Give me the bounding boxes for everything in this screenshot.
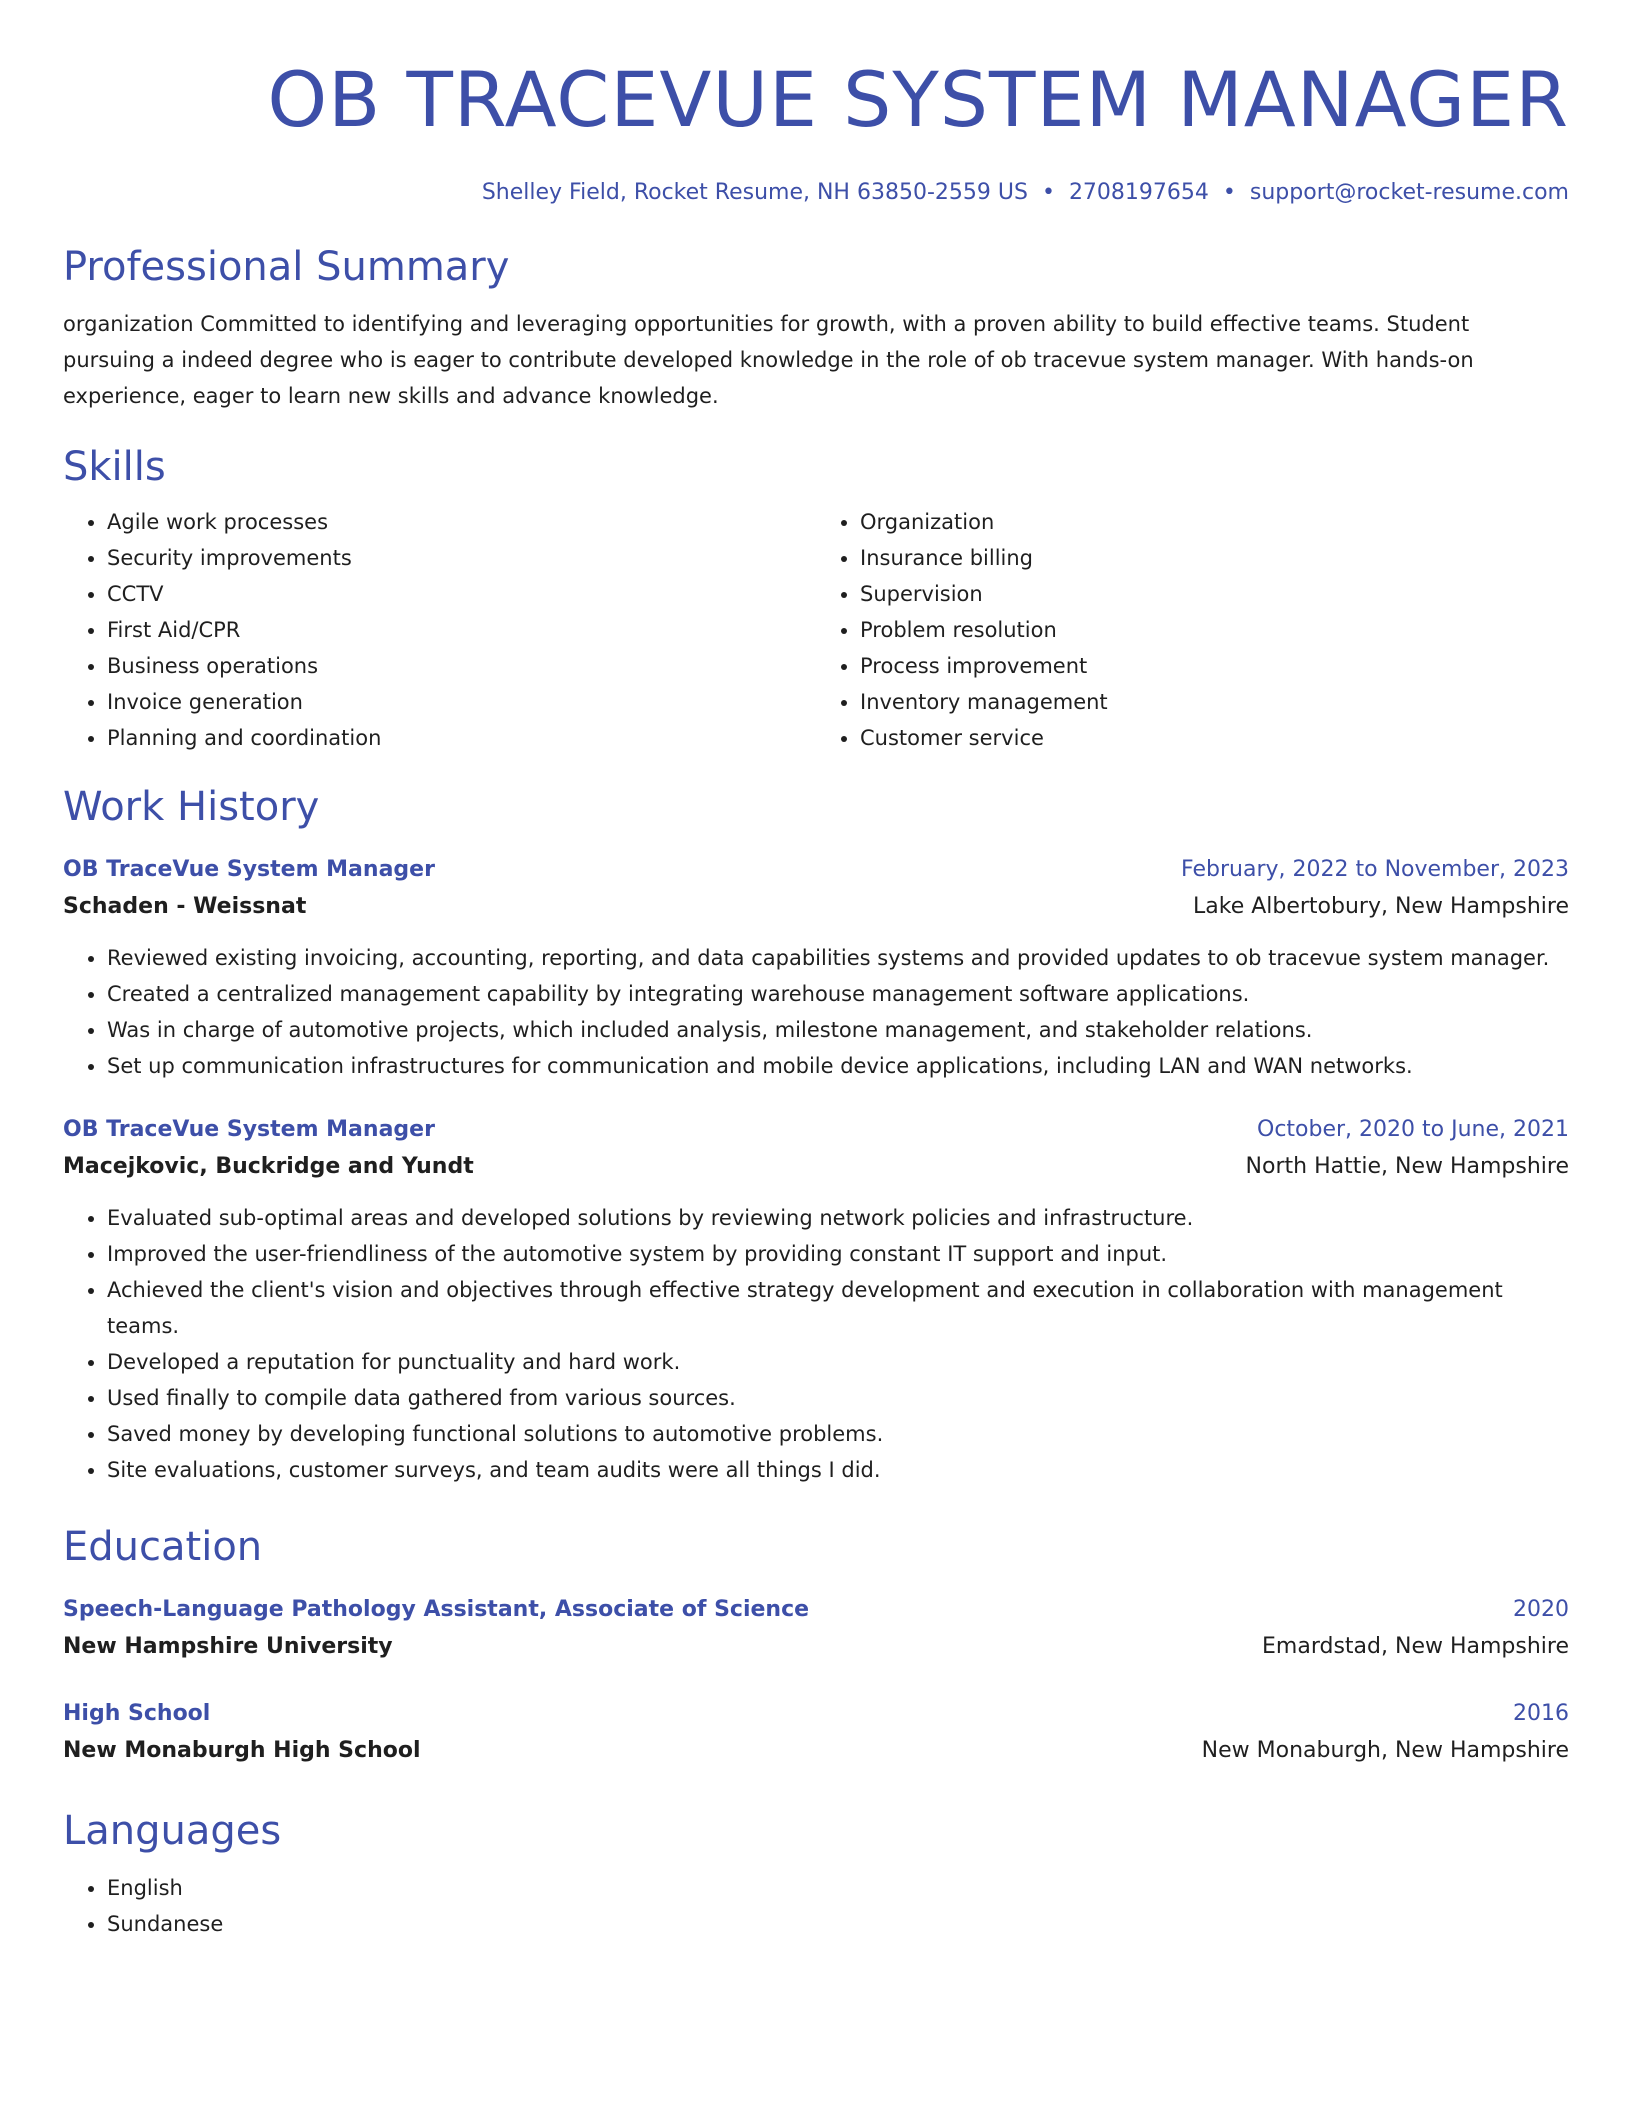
skill-item: • Organization	[860, 504, 1569, 540]
skill-item: • Supervision	[860, 576, 1569, 612]
work-entry-subheader	[63, 888, 1569, 926]
skill-item: • CCTV	[107, 576, 816, 612]
skills-column-right	[816, 504, 1569, 756]
languages-list	[63, 1870, 1567, 1942]
company-name: Macejkovic, Buckridge and Yundt	[63, 1154, 474, 1179]
contact-line	[63, 178, 1569, 208]
skill-item: • Insurance billing	[860, 540, 1569, 576]
job-dates: October, 2020 to June, 2021	[1257, 1117, 1569, 1142]
skill-item: • Security improvements	[107, 540, 816, 576]
duty-item: • Was in charge of automotive projects, which included analysis, milestone management, and stakeholder relations.	[107, 1012, 1567, 1048]
school-name: New Hampshire University	[63, 1634, 393, 1659]
work-entry-header	[63, 1112, 1569, 1148]
contact-separator: •	[1222, 180, 1236, 205]
contact-address: Shelley Field, Rocket Resume, NH 63850-2559 US	[481, 180, 1028, 205]
education-entry	[63, 1592, 1569, 1666]
work-history-heading: Work History	[63, 784, 320, 830]
skill-item: • First Aid/CPR	[107, 612, 816, 648]
work-entry-subheader	[63, 1148, 1569, 1186]
languages-heading: Languages	[63, 1808, 282, 1854]
job-duties	[63, 1200, 1567, 1488]
job-title: OB TraceVue System Manager	[63, 857, 435, 882]
work-entry-header	[63, 852, 1569, 888]
candidate-title: OB TRACEVUE SYSTEM MANAGER	[267, 55, 1569, 144]
education-entry-subheader	[63, 1732, 1569, 1770]
graduation-year: 2016	[1513, 1701, 1569, 1726]
work-entry	[63, 1112, 1569, 1488]
school-location: New Monaburgh, New Hampshire	[1201, 1738, 1569, 1763]
education-entry-header	[63, 1592, 1569, 1628]
duty-item: • Reviewed existing invoicing, accounting, reporting, and data capabilities systems and provided updates to ob tracevue system manager.	[107, 940, 1567, 976]
school-location: Emardstad, New Hampshire	[1262, 1634, 1569, 1659]
skill-item: • Process improvement	[860, 648, 1569, 684]
contact-phone: 2708197654	[1068, 180, 1209, 205]
contact-email: support@rocket-resume.com	[1249, 180, 1569, 205]
skills-column-left	[63, 504, 816, 756]
duty-item: • Improved the user-friendliness of the automotive system by providing constant IT support and input.	[107, 1236, 1567, 1272]
skill-item: • Business operations	[107, 648, 816, 684]
education-heading: Education	[63, 1524, 263, 1570]
education-entry-header	[63, 1696, 1569, 1732]
degree-name: High School	[63, 1701, 211, 1726]
degree-name: Speech-Language Pathology Assistant, Associate of Science	[63, 1597, 810, 1622]
language-item: • Sundanese	[107, 1906, 1567, 1942]
duty-item: • Evaluated sub-optimal areas and developed solutions by reviewing network policies and infrastructure.	[107, 1200, 1567, 1236]
skills-heading: Skills	[63, 444, 166, 490]
job-location: Lake Albertobury, New Hampshire	[1193, 894, 1569, 919]
duty-item: • Set up communication infrastructures for communication and mobile device applications, including LAN and WAN networks.	[107, 1048, 1567, 1084]
duty-item: • Achieved the client's vision and objectives through effective strategy development and execution in collaboration with management teams.	[107, 1272, 1567, 1344]
work-entry	[63, 852, 1569, 1084]
skill-item: • Problem resolution	[860, 612, 1569, 648]
company-name: Schaden - Weissnat	[63, 894, 307, 919]
duty-item: • Created a centralized management capability by integrating warehouse management software applications.	[107, 976, 1567, 1012]
summary-heading: Professional Summary	[63, 244, 510, 290]
education-entry-subheader	[63, 1628, 1569, 1666]
job-location: North Hattie, New Hampshire	[1245, 1154, 1569, 1179]
education-entry	[63, 1696, 1569, 1770]
duty-item: • Site evaluations, customer surveys, and team audits were all things I did.	[107, 1452, 1567, 1488]
job-dates: February, 2022 to November, 2023	[1181, 857, 1569, 882]
skill-item: • Inventory management	[860, 684, 1569, 720]
summary-text: organization Committed to identifying and leveraging opportunities for growth, with a proven ability to build effective teams. Student pursuing a indeed degree who is eager to contribute developed knowledge in the role of ob tracevue system manager. With hands-on experience, eager to learn new skills and advance knowledge.	[63, 312, 1474, 408]
graduation-year: 2020	[1513, 1597, 1569, 1622]
skill-item: • Invoice generation	[107, 684, 816, 720]
job-title: OB TraceVue System Manager	[63, 1117, 435, 1142]
duty-item: • Saved money by developing functional solutions to automotive problems.	[107, 1416, 1567, 1452]
duty-item: • Used finally to compile data gathered from various sources.	[107, 1380, 1567, 1416]
skill-item: • Agile work processes	[107, 504, 816, 540]
skill-item: • Planning and coordination	[107, 720, 816, 756]
language-item: • English	[107, 1870, 1567, 1906]
contact-separator: •	[1041, 180, 1055, 205]
skills-list	[63, 504, 1569, 756]
resume-header	[63, 52, 1569, 208]
duty-item: • Developed a reputation for punctuality and hard work.	[107, 1344, 1567, 1380]
school-name: New Monaburgh High School	[63, 1738, 421, 1763]
job-duties	[63, 940, 1567, 1084]
skill-item: • Customer service	[860, 720, 1569, 756]
